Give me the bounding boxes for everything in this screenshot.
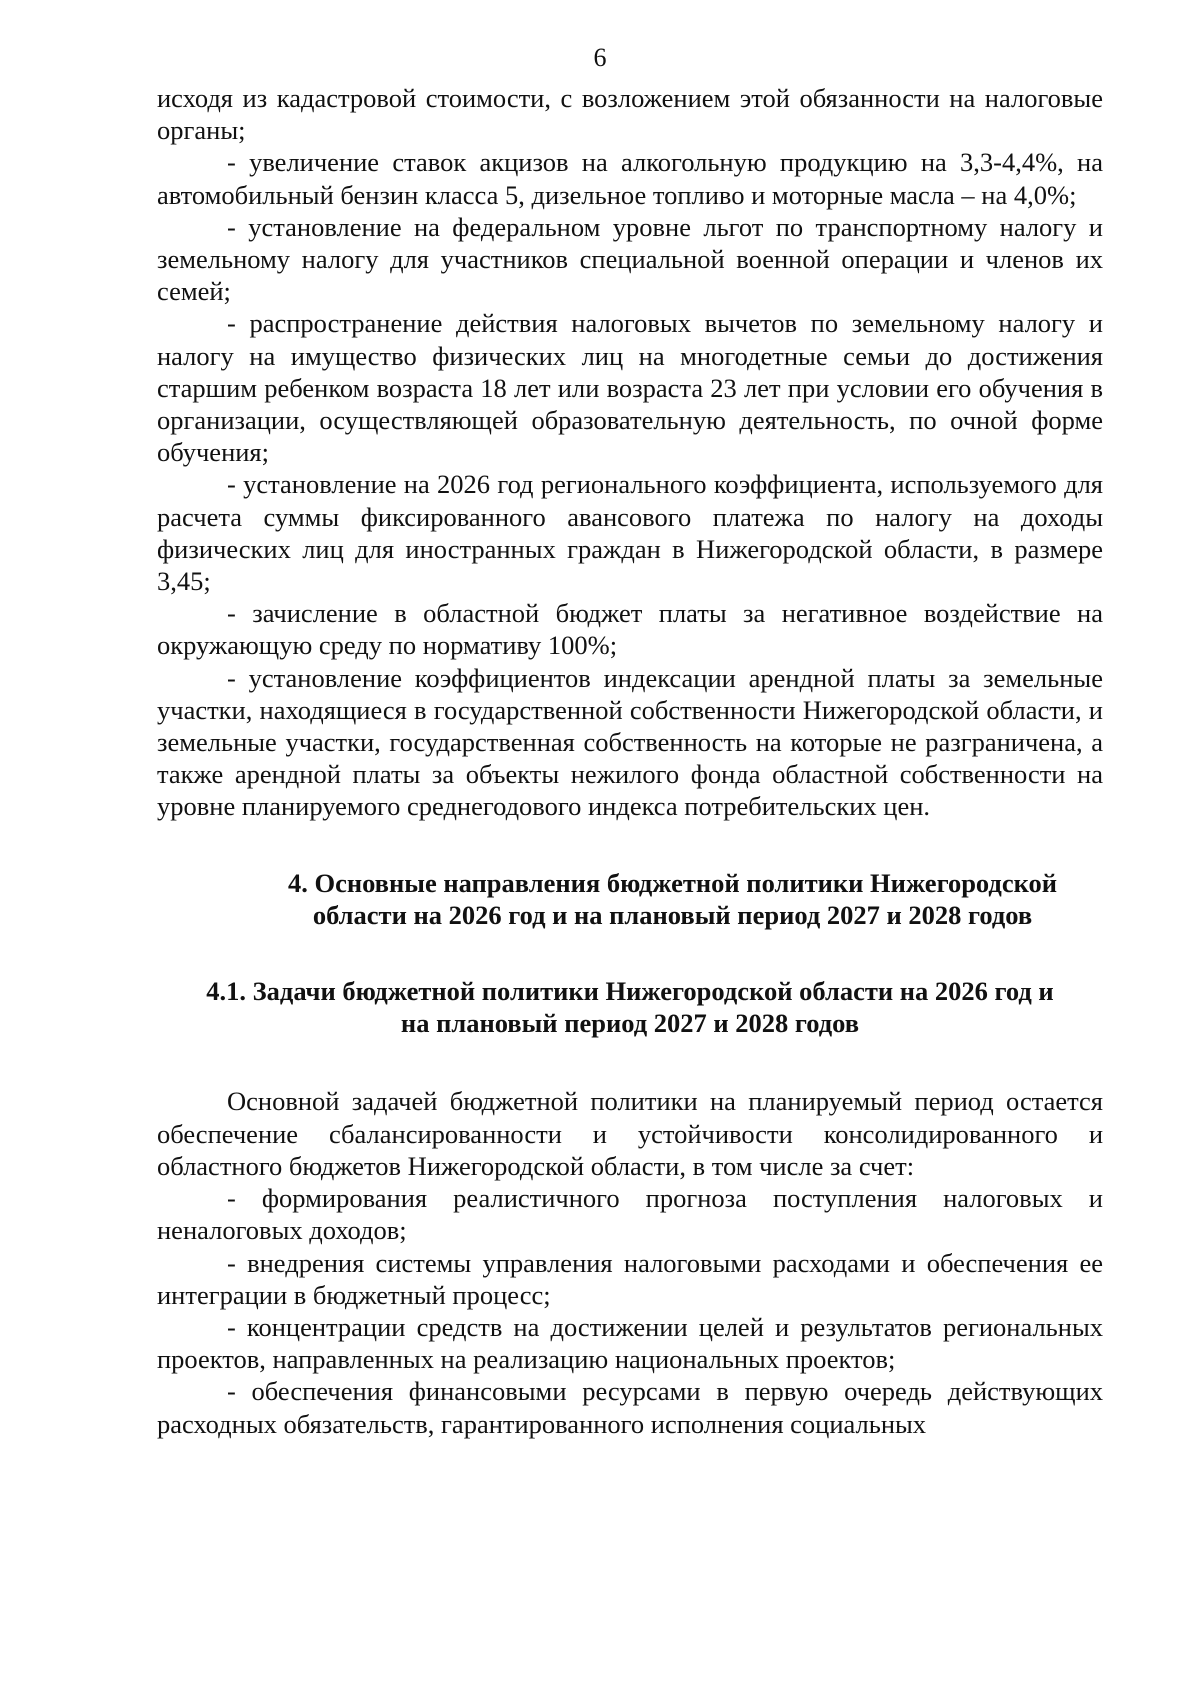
subsection-heading (157, 975, 1103, 1039)
paragraph-revenue-forecast: - формирования реалистичного прогноза поступления налоговых и неналоговых доходов; (157, 1183, 1103, 1246)
paragraph-large-family-deductions: - распространение действия налоговых вычетов по земельному налогу и налогу на имущество физических лиц на многодетные семьи до достижения старшим ребенком возраста 18 лет или возраста 23 лет при условии его обучения в организации, осуществляющей образовательную деятельность, по очной форме обучения; (157, 308, 1103, 468)
subsection-heading-line-2: на плановый период 2027 и 2028 годов (400, 1008, 860, 1039)
section-heading-line-2: области на 2026 год и на плановый период 2027 и 2028 годов (312, 899, 1033, 930)
subsection-heading-line-1: 4.1. Задачи бюджетной политики Нижегородской области на 2026 год и (206, 976, 1054, 1007)
section-heading (157, 867, 1103, 931)
paragraph-rent-indexation: - установление коэффициентов индексации арендной платы за земельные участки, находящиеся в государственной собственности Нижегородской области, и земельные участки, государственная собственность на которые не разграничена, а также арендной платы за объекты нежилого фонда областной собственности на уровне планируемого среднегодового индекса потребительских цен. (157, 662, 1103, 822)
paragraph-main-task: Основной задачей бюджетной политики на планируемый период остается обеспечение сбалансированности и устойчивости консолидированного и областного бюджетов Нижегородской области, в том числе за счет: (157, 1086, 1103, 1181)
page-number: 6 (593, 43, 607, 72)
paragraph-svo-tax-benefits: - установление на федеральном уровне льгот по транспортному налогу и земельному налогу для участников специальной военной операции и членов их семей; (157, 211, 1103, 307)
paragraph-regional-projects: - концентрации средств на достижении целей и результатов региональных проектов, направленных на реализацию национальных проектов; (157, 1311, 1103, 1375)
section-heading-line-1: 4. Основные направления бюджетной политики Нижегородской (287, 867, 1058, 898)
paragraph-regional-coefficient: - установление на 2026 год регионального коэффициента, используемого для расчета суммы фиксированного авансового платежа по налогу на доходы физических лиц для иностранных граждан в Нижегородской области, в размере 3,45; (157, 469, 1103, 597)
page-content (157, 82, 1103, 1440)
paragraph-excise-increase: - увеличение ставок акцизов на алкогольную продукцию на 3,3-4,4%, на автомобильный бензин класса 5, дизельное топливо и моторные масла – на 4,0%; (157, 147, 1103, 210)
paragraph-cadastral-continuation: исходя из кадастровой стоимости, с возложением этой обязанности на налоговые органы; (157, 83, 1103, 146)
paragraph-tax-expenditures: - внедрения системы управления налоговыми расходами и обеспечения ее интеграции в бюджетный процесс; (157, 1247, 1103, 1310)
paragraph-environmental-fee: - зачисление в областной бюджет платы за негативное воздействие на окружающую среду по нормативу 100%; (157, 598, 1103, 661)
paragraph-financial-resources: - обеспечения финансовыми ресурсами в первую очередь действующих расходных обязательств, гарантированного исполнения социальных (157, 1376, 1103, 1439)
